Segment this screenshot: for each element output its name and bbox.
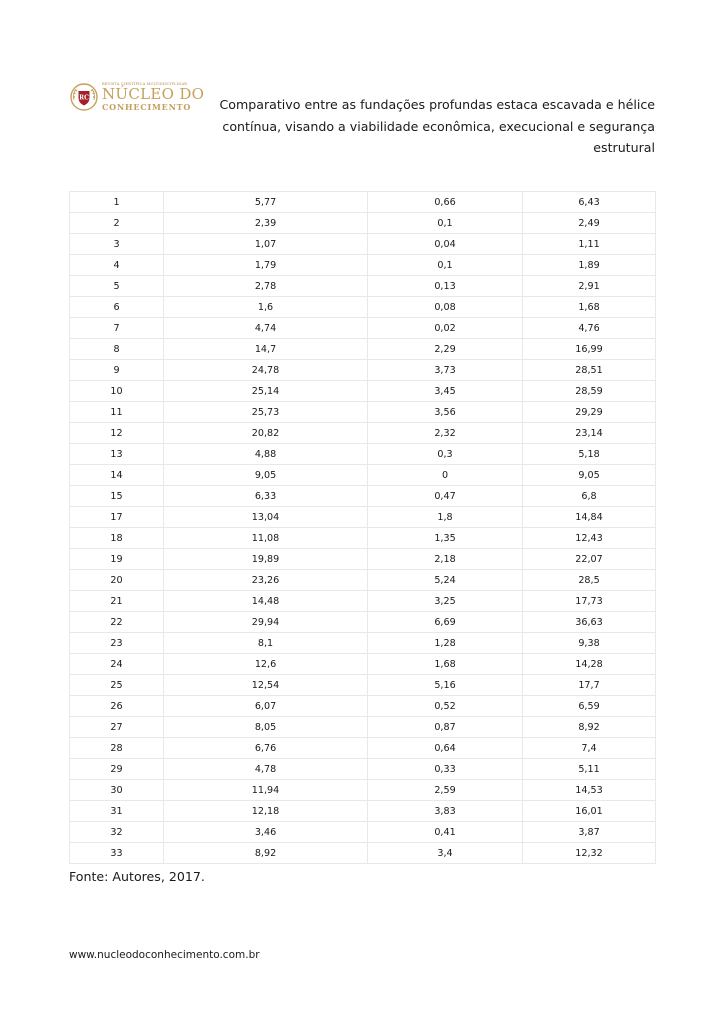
table-cell: 8,92 [523, 717, 656, 738]
table-row [70, 318, 656, 339]
table-cell: 24,78 [164, 360, 368, 381]
table-cell: 11 [70, 402, 164, 423]
table-cell: 1,6 [164, 297, 368, 318]
table-row [70, 633, 656, 654]
table-cell: 17,73 [523, 591, 656, 612]
table-cell: 23,26 [164, 570, 368, 591]
table-row [70, 843, 656, 864]
table-cell: 1,79 [164, 255, 368, 276]
table-cell: 17 [70, 507, 164, 528]
table-cell: 12,6 [164, 654, 368, 675]
table-cell: 9 [70, 360, 164, 381]
table-cell: 20,82 [164, 423, 368, 444]
table-cell: 3,4 [368, 843, 523, 864]
table-cell: 0,66 [368, 192, 523, 213]
table-cell: 0,04 [368, 234, 523, 255]
table-row [70, 717, 656, 738]
table-cell: 1,8 [368, 507, 523, 528]
table-cell: 24 [70, 654, 164, 675]
logo-name: NÚCLEO DO [102, 85, 205, 104]
table-cell: 14,53 [523, 780, 656, 801]
table-cell: 15 [70, 486, 164, 507]
table-cell: 29 [70, 759, 164, 780]
table-cell: 6,69 [368, 612, 523, 633]
table-cell: 13,04 [164, 507, 368, 528]
table-cell: 11,94 [164, 780, 368, 801]
table-cell: 3,56 [368, 402, 523, 423]
table-row [70, 444, 656, 465]
table-cell: 23 [70, 633, 164, 654]
table-body [70, 192, 656, 864]
table-row [70, 339, 656, 360]
table-cell: 12,32 [523, 843, 656, 864]
table-row [70, 486, 656, 507]
table-cell: 28,5 [523, 570, 656, 591]
table-cell: 21 [70, 591, 164, 612]
table-cell: 8 [70, 339, 164, 360]
table-row [70, 423, 656, 444]
table-cell: 0,1 [368, 213, 523, 234]
table-row [70, 822, 656, 843]
table-cell: 14 [70, 465, 164, 486]
table-cell: 3,25 [368, 591, 523, 612]
table-cell: 23,14 [523, 423, 656, 444]
table-row [70, 654, 656, 675]
table-cell: 8,1 [164, 633, 368, 654]
table-row [70, 192, 656, 213]
header-title-line-1: Comparativo entre as fundações profundas estaca escavada e hélice [219, 97, 655, 112]
table-cell: 3,83 [368, 801, 523, 822]
table-cell: 6,76 [164, 738, 368, 759]
table-cell: 6,07 [164, 696, 368, 717]
table-cell: 4,74 [164, 318, 368, 339]
table-cell: 22,07 [523, 549, 656, 570]
table-cell: 0,52 [368, 696, 523, 717]
table-cell: 2,91 [523, 276, 656, 297]
table-cell: 2,32 [368, 423, 523, 444]
table-cell: 14,48 [164, 591, 368, 612]
table-cell: 19,89 [164, 549, 368, 570]
table-cell: 0,1 [368, 255, 523, 276]
table-cell: 0,64 [368, 738, 523, 759]
table-cell: 19 [70, 549, 164, 570]
table-cell: 0,13 [368, 276, 523, 297]
table-cell: 1,11 [523, 234, 656, 255]
table-cell: 5,16 [368, 675, 523, 696]
table-cell: 16,99 [523, 339, 656, 360]
footer-url: www.nucleodoconhecimento.com.br [69, 949, 260, 961]
table-row [70, 738, 656, 759]
table-cell: 1,68 [368, 654, 523, 675]
table-cell: 10 [70, 381, 164, 402]
table-row [70, 570, 656, 591]
table-cell: 5,77 [164, 192, 368, 213]
table-cell: 4,78 [164, 759, 368, 780]
table-cell: 16,01 [523, 801, 656, 822]
table-cell: 0,41 [368, 822, 523, 843]
table-cell: 7 [70, 318, 164, 339]
table-row [70, 591, 656, 612]
table-cell: 0 [368, 465, 523, 486]
table-cell: 1,89 [523, 255, 656, 276]
table-cell: 5 [70, 276, 164, 297]
table-cell: 0,33 [368, 759, 523, 780]
table-cell: 0,3 [368, 444, 523, 465]
table-row [70, 234, 656, 255]
table-row [70, 255, 656, 276]
table-cell: 8,05 [164, 717, 368, 738]
table-cell: 30 [70, 780, 164, 801]
table-cell: 4,88 [164, 444, 368, 465]
journal-logo [70, 79, 205, 115]
seal-letters: RC [79, 94, 89, 102]
table-row [70, 402, 656, 423]
table-cell: 11,08 [164, 528, 368, 549]
table-cell: 8,92 [164, 843, 368, 864]
logo-tagline: REVISTA CIENTÍFICA MULTIDISCIPLINAR [102, 81, 188, 86]
table-cell: 20 [70, 570, 164, 591]
table-cell: 9,05 [164, 465, 368, 486]
table-row [70, 465, 656, 486]
table-cell: 0,47 [368, 486, 523, 507]
table-cell: 0,02 [368, 318, 523, 339]
table-cell: 32 [70, 822, 164, 843]
table-cell: 1 [70, 192, 164, 213]
table-cell: 5,11 [523, 759, 656, 780]
table-row [70, 360, 656, 381]
table-cell: 25 [70, 675, 164, 696]
journal-seal-icon [70, 83, 98, 111]
table-cell: 6,33 [164, 486, 368, 507]
table-cell: 6,43 [523, 192, 656, 213]
table-cell: 7,4 [523, 738, 656, 759]
table-cell: 3,46 [164, 822, 368, 843]
table-row [70, 381, 656, 402]
table-row [70, 759, 656, 780]
table-row [70, 780, 656, 801]
table-cell: 4 [70, 255, 164, 276]
table-cell: 2,49 [523, 213, 656, 234]
table-cell: 36,63 [523, 612, 656, 633]
table-row [70, 213, 656, 234]
table-cell: 2,39 [164, 213, 368, 234]
table-cell: 29,29 [523, 402, 656, 423]
data-table [69, 191, 656, 864]
table-cell: 12,43 [523, 528, 656, 549]
table-cell: 6,8 [523, 486, 656, 507]
table-cell: 2,78 [164, 276, 368, 297]
table-cell: 3 [70, 234, 164, 255]
table-cell: 31 [70, 801, 164, 822]
table-cell: 1,07 [164, 234, 368, 255]
table-row [70, 528, 656, 549]
table-cell: 13 [70, 444, 164, 465]
table-cell: 33 [70, 843, 164, 864]
table-cell: 26 [70, 696, 164, 717]
table-cell: 14,7 [164, 339, 368, 360]
table-cell: 25,73 [164, 402, 368, 423]
table-cell: 1,28 [368, 633, 523, 654]
table-cell: 27 [70, 717, 164, 738]
table-cell: 5,24 [368, 570, 523, 591]
table-cell: 14,28 [523, 654, 656, 675]
table-cell: 25,14 [164, 381, 368, 402]
table-cell: 12 [70, 423, 164, 444]
header-title-line-2: contínua, visando a viabilidade econômica, execucional e segurança [222, 118, 655, 134]
table-cell: 2,29 [368, 339, 523, 360]
table-cell: 12,54 [164, 675, 368, 696]
table-cell: 4,76 [523, 318, 656, 339]
table-cell: 0,08 [368, 297, 523, 318]
table-cell: 9,05 [523, 465, 656, 486]
table-cell: 1,35 [368, 528, 523, 549]
table-row [70, 276, 656, 297]
table-row [70, 696, 656, 717]
source-note: Fonte: Autores, 2017. [69, 869, 205, 884]
table-cell: 2 [70, 213, 164, 234]
table-cell: 12,18 [164, 801, 368, 822]
table-cell: 28,59 [523, 381, 656, 402]
table-cell: 17,7 [523, 675, 656, 696]
table-row [70, 297, 656, 318]
page-header-title [185, 94, 655, 159]
table-cell: 2,18 [368, 549, 523, 570]
table-row [70, 612, 656, 633]
table-cell: 6 [70, 297, 164, 318]
table-cell: 5,18 [523, 444, 656, 465]
table-row [70, 801, 656, 822]
table-cell: 3,73 [368, 360, 523, 381]
table-cell: 28,51 [523, 360, 656, 381]
table-cell: 9,38 [523, 633, 656, 654]
logo-subname: CONHECIMENTO [102, 102, 192, 113]
table-row [70, 507, 656, 528]
table-cell: 3,45 [368, 381, 523, 402]
table-cell: 1,68 [523, 297, 656, 318]
table-cell: 14,84 [523, 507, 656, 528]
table-cell: 6,59 [523, 696, 656, 717]
table-cell: 3,87 [523, 822, 656, 843]
table-cell: 0,87 [368, 717, 523, 738]
table-cell: 18 [70, 528, 164, 549]
table-row [70, 675, 656, 696]
table-cell: 28 [70, 738, 164, 759]
table-cell: 22 [70, 612, 164, 633]
table-cell: 2,59 [368, 780, 523, 801]
table-cell: 29,94 [164, 612, 368, 633]
header-title-line-3: estrutural [593, 140, 655, 155]
table-row [70, 549, 656, 570]
